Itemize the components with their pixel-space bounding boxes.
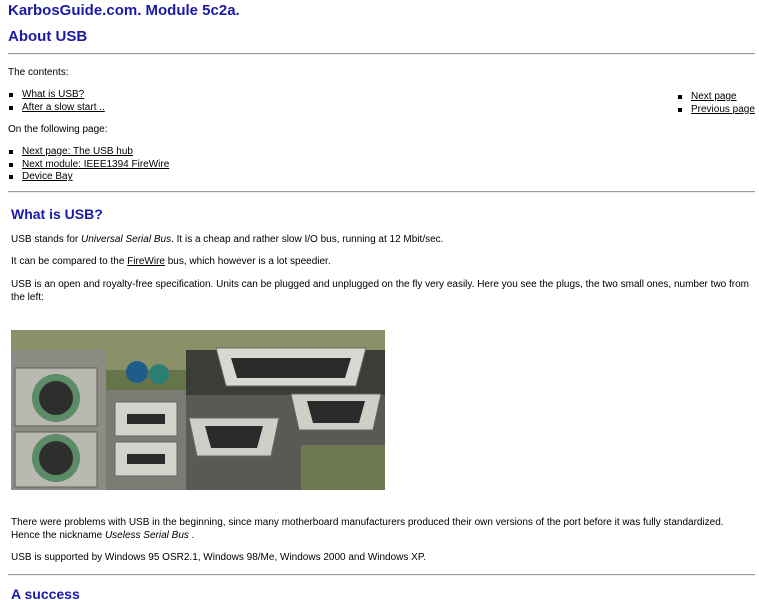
text-span: There were problems with USB in the beginning, since many motherboard manufacturers produced their own versions of the port before it was fully standardized. Hence the nickname — [11, 517, 724, 541]
bullet-icon — [678, 95, 682, 99]
paragraph — [11, 517, 751, 542]
paragraph: USB is supported by Windows 95 OSR2.1, Windows 98/Me, Windows 2000 and Windows XP. — [11, 552, 427, 563]
paragraph — [11, 234, 751, 247]
bullet-icon — [9, 163, 13, 167]
section-title-what-is-usb: What is USB? — [11, 206, 103, 222]
list-item — [677, 104, 755, 117]
page-title: About USB — [8, 28, 88, 45]
emphasis: Universal Serial Bus — [81, 234, 172, 245]
text-span: . — [188, 529, 195, 541]
list-item — [8, 89, 105, 102]
bullet-icon — [9, 175, 13, 179]
link-what-is-usb[interactable]: What is USB? — [22, 89, 85, 100]
contents-label: The contents: — [8, 67, 69, 78]
following-list — [8, 146, 169, 184]
link-next-module-firewire[interactable]: Next module: IEEE1394 FireWire — [22, 158, 170, 170]
site-title: KarbosGuide.com. Module 5c2a. — [8, 2, 240, 19]
text-span: bus, which however is a lot speedier. — [164, 256, 331, 267]
divider — [8, 191, 755, 193]
text-span: USB stands for — [11, 234, 82, 245]
list-item — [8, 102, 105, 115]
divider — [8, 53, 755, 55]
firewire-link[interactable]: FireWire — [127, 256, 165, 267]
bullet-icon — [678, 108, 682, 112]
next-page-link[interactable]: Next page — [691, 91, 737, 102]
previous-page-link[interactable]: Previous page — [691, 103, 755, 115]
side-nav — [677, 91, 755, 116]
text-span: . It is a cheap and rather slow I/O bus, running at 12 Mbit/sec. — [171, 234, 444, 245]
bullet-icon — [9, 150, 13, 154]
bullet-icon — [9, 106, 13, 110]
list-item — [677, 91, 755, 104]
list-item — [8, 159, 169, 172]
paragraph: USB is an open and royalty-free specification. Units can be plugged and unplugged on the fly very easily. Here you see the plugs, the two small ones, number two from the left: — [11, 279, 750, 303]
link-after-slow-start[interactable]: After a slow start .. — [22, 101, 105, 113]
usb-ports-image — [11, 330, 385, 490]
contents-list — [8, 89, 105, 114]
list-item — [8, 171, 169, 184]
divider — [8, 574, 755, 576]
text-span: It can be compared to the — [11, 256, 128, 267]
list-item — [8, 146, 169, 159]
section-title-a-success: A success — [11, 586, 80, 600]
paragraph — [11, 256, 751, 269]
usb-ports-photo — [11, 330, 385, 490]
emphasis: Useless Serial Bus — [104, 529, 189, 541]
bullet-icon — [9, 93, 13, 97]
link-next-page-usb-hub[interactable]: Next page: The USB hub — [22, 146, 133, 157]
link-device-bay[interactable]: Device Bay — [22, 171, 73, 182]
following-label: On the following page: — [8, 124, 108, 135]
